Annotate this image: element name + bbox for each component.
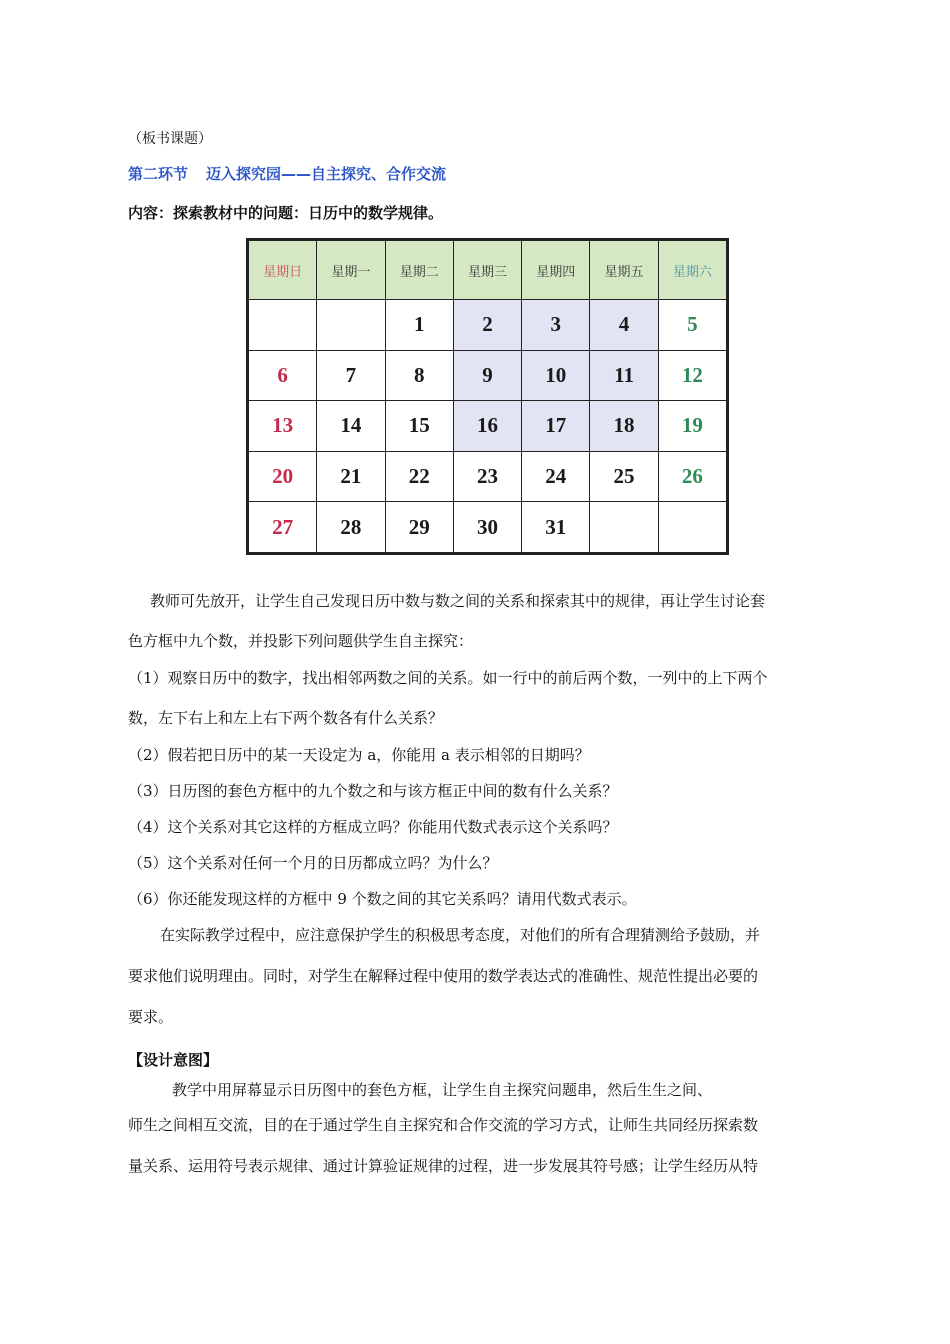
day-cell: 24 bbox=[522, 451, 590, 502]
question-3: （3）日历图的套色方框中的九个数之和与该方框正中间的数有什么关系？ bbox=[128, 782, 618, 800]
day-cell: 20 bbox=[249, 451, 317, 502]
calendar-week-row bbox=[249, 350, 727, 401]
day-cell bbox=[249, 300, 317, 351]
day-cell: 28 bbox=[317, 502, 385, 553]
day-cell-highlighted: 2 bbox=[453, 300, 521, 351]
practice-line-1: 在实际教学过程中，应注意保护学生的积极思考态度，对他们的所有合理猜测给予鼓励，并 bbox=[160, 926, 761, 944]
weekday-header: 星期五 bbox=[590, 241, 658, 300]
question-2: （2）假若把日历中的某一天设定为 a，你能用 a 表示相邻的日期吗？ bbox=[128, 746, 590, 764]
board-title-note: （板书课题） bbox=[128, 131, 212, 147]
question-4: （4）这个关系对其它这样的方框成立吗？你能用代数式表示这个关系吗？ bbox=[128, 818, 618, 836]
design-line-1: 教学中用屏幕显示日历图中的套色方框，让学生自主探究问题串，然后生生之间、 bbox=[172, 1081, 713, 1099]
day-cell bbox=[658, 502, 726, 553]
calendar-week-row bbox=[249, 451, 727, 502]
weekday-header: 星期三 bbox=[453, 241, 521, 300]
question-5: （5）这个关系对任何一个月的日历都成立吗？为什么？ bbox=[128, 854, 498, 872]
day-cell bbox=[590, 502, 658, 553]
day-cell: 27 bbox=[249, 502, 317, 553]
intro-line-2: 色方框中九个数，并投影下列问题供学生自主探究： bbox=[128, 632, 474, 650]
design-line-3: 量关系、运用符号表示规律、通过计算验证规律的过程，进一步发展其符号感；让学生经历从特 bbox=[128, 1157, 759, 1175]
day-cell-highlighted: 17 bbox=[522, 401, 590, 452]
day-cell: 12 bbox=[658, 350, 726, 401]
day-cell: 15 bbox=[385, 401, 453, 452]
section-heading bbox=[128, 163, 446, 184]
calendar-week-row bbox=[249, 300, 727, 351]
day-cell: 22 bbox=[385, 451, 453, 502]
day-cell-highlighted: 10 bbox=[522, 350, 590, 401]
day-cell-highlighted: 9 bbox=[453, 350, 521, 401]
question-1a: （1）观察日历中的数字，找出相邻两数之间的关系。如一行中的前后两个数，一列中的上下两个 bbox=[128, 669, 768, 687]
section-label: 第二环节 bbox=[128, 165, 189, 183]
day-cell-highlighted: 3 bbox=[522, 300, 590, 351]
day-cell: 5 bbox=[658, 300, 726, 351]
weekday-header: 星期二 bbox=[385, 241, 453, 300]
calendar-header-row bbox=[249, 241, 727, 300]
day-cell: 14 bbox=[317, 401, 385, 452]
day-cell-highlighted: 18 bbox=[590, 401, 658, 452]
day-cell: 26 bbox=[658, 451, 726, 502]
design-intent-heading: 【设计意图】 bbox=[128, 1051, 219, 1069]
practice-line-2: 要求他们说明理由。同时，对学生在解释过程中使用的数学表达式的准确性、规范性提出必要的 bbox=[128, 967, 759, 985]
day-cell: 29 bbox=[385, 502, 453, 553]
question-6: （6）你还能发现这样的方框中 9 个数之间的其它关系吗？请用代数式表示。 bbox=[128, 890, 637, 908]
section-title: 迈入探究园——自主探究、合作交流 bbox=[206, 165, 447, 183]
intro-line-1: 教师可先放开，让学生自己发现日历中数与数之间的关系和探索其中的规律，再让学生讨论套 bbox=[150, 592, 766, 610]
weekday-header: 星期一 bbox=[317, 241, 385, 300]
weekday-header: 星期日 bbox=[249, 241, 317, 300]
design-line-2: 师生之间相互交流，目的在于通过学生自主探究和合作交流的学习方式，让师生共同经历探索数 bbox=[128, 1116, 759, 1134]
calendar-week-row bbox=[249, 502, 727, 553]
question-1b: 数，左下右上和左上右下两个数各有什么关系？ bbox=[128, 709, 444, 727]
day-cell-highlighted: 16 bbox=[453, 401, 521, 452]
content-line: 内容：探索教材中的问题：日历中的数学规律。 bbox=[128, 204, 444, 222]
day-cell: 21 bbox=[317, 451, 385, 502]
calendar-week-row bbox=[249, 401, 727, 452]
day-cell: 23 bbox=[453, 451, 521, 502]
day-cell: 1 bbox=[385, 300, 453, 351]
calendar-table bbox=[246, 238, 729, 555]
day-cell: 7 bbox=[317, 350, 385, 401]
day-cell: 13 bbox=[249, 401, 317, 452]
practice-line-3: 要求。 bbox=[128, 1008, 174, 1026]
day-cell: 30 bbox=[453, 502, 521, 553]
day-cell: 19 bbox=[658, 401, 726, 452]
day-cell: 6 bbox=[249, 350, 317, 401]
day-cell: 8 bbox=[385, 350, 453, 401]
weekday-header: 星期六 bbox=[658, 241, 726, 300]
day-cell: 25 bbox=[590, 451, 658, 502]
day-cell: 31 bbox=[522, 502, 590, 553]
day-cell-highlighted: 4 bbox=[590, 300, 658, 351]
day-cell bbox=[317, 300, 385, 351]
day-cell-highlighted: 11 bbox=[590, 350, 658, 401]
weekday-header: 星期四 bbox=[522, 241, 590, 300]
